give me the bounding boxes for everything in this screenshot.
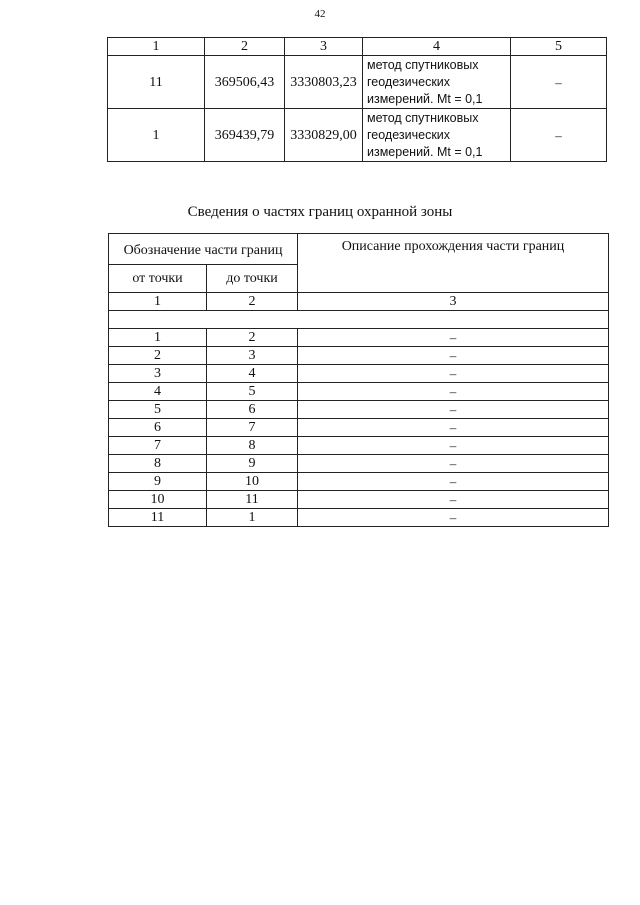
from-point: 5 bbox=[109, 401, 207, 419]
to-point: 5 bbox=[207, 383, 298, 401]
from-point: 9 bbox=[109, 473, 207, 491]
from-point: 1 bbox=[109, 329, 207, 347]
to-point-header: до точки bbox=[207, 265, 298, 293]
column-number-1: 1 bbox=[109, 293, 207, 311]
method-line: измерений. Mt = 0,1 bbox=[367, 91, 483, 106]
empty-row bbox=[109, 311, 609, 329]
from-point: 2 bbox=[109, 347, 207, 365]
column-number-2: 2 bbox=[205, 38, 285, 56]
point-number: 11 bbox=[108, 56, 205, 109]
description: – bbox=[298, 419, 609, 437]
empty-cell bbox=[109, 311, 609, 329]
to-point: 3 bbox=[207, 347, 298, 365]
column-number-3: 3 bbox=[285, 38, 363, 56]
table-row bbox=[109, 437, 609, 455]
column-number-5: 5 bbox=[511, 38, 607, 56]
method-line: геодезических bbox=[367, 127, 451, 142]
method-cell bbox=[363, 56, 511, 109]
point-number: 1 bbox=[108, 109, 205, 162]
to-point: 9 bbox=[207, 455, 298, 473]
method-line: метод спутниковых bbox=[367, 57, 479, 72]
to-point: 6 bbox=[207, 401, 298, 419]
from-point: 4 bbox=[109, 383, 207, 401]
method-line: метод спутниковых bbox=[367, 110, 479, 125]
column-5-value: – bbox=[511, 109, 607, 162]
table-row bbox=[108, 56, 607, 109]
boundary-parts-table bbox=[108, 233, 609, 527]
table-row bbox=[109, 347, 609, 365]
from-point: 11 bbox=[109, 509, 207, 527]
description: – bbox=[298, 383, 609, 401]
table-row bbox=[109, 491, 609, 509]
table-row bbox=[109, 329, 609, 347]
method-line: измерений. Mt = 0,1 bbox=[367, 144, 483, 159]
to-point: 1 bbox=[207, 509, 298, 527]
to-point: 8 bbox=[207, 437, 298, 455]
table-row bbox=[109, 383, 609, 401]
column-5-value: – bbox=[511, 56, 607, 109]
table-header-row bbox=[108, 38, 607, 56]
coordinates-table bbox=[107, 37, 607, 162]
table-row bbox=[109, 401, 609, 419]
method-cell bbox=[363, 109, 511, 162]
description: – bbox=[298, 509, 609, 527]
to-point: 10 bbox=[207, 473, 298, 491]
column-number-1: 1 bbox=[108, 38, 205, 56]
table-row bbox=[109, 473, 609, 491]
coordinate-x: 369439,79 bbox=[205, 109, 285, 162]
from-point-header: от точки bbox=[109, 265, 207, 293]
from-point: 7 bbox=[109, 437, 207, 455]
coordinate-y: 3330829,00 bbox=[285, 109, 363, 162]
description: – bbox=[298, 365, 609, 383]
table-row bbox=[108, 109, 607, 162]
from-point: 3 bbox=[109, 365, 207, 383]
description: – bbox=[298, 329, 609, 347]
from-point: 8 bbox=[109, 455, 207, 473]
coordinate-y: 3330803,23 bbox=[285, 56, 363, 109]
description: – bbox=[298, 455, 609, 473]
from-point: 6 bbox=[109, 419, 207, 437]
description: – bbox=[298, 473, 609, 491]
column-number-2: 2 bbox=[207, 293, 298, 311]
designation-header: Обозначение части границ bbox=[109, 234, 298, 265]
description: – bbox=[298, 491, 609, 509]
column-number-4: 4 bbox=[363, 38, 511, 56]
table-row bbox=[109, 455, 609, 473]
table-row bbox=[109, 509, 609, 527]
method-line: геодезических bbox=[367, 74, 451, 89]
page-number: 42 bbox=[314, 8, 326, 20]
section-title: Сведения о частях границ охранной зоны bbox=[187, 204, 453, 220]
from-point: 10 bbox=[109, 491, 207, 509]
description-header: Описание прохождения части границ bbox=[298, 234, 609, 293]
description: – bbox=[298, 347, 609, 365]
column-number-3: 3 bbox=[298, 293, 609, 311]
table-row bbox=[109, 419, 609, 437]
to-point: 2 bbox=[207, 329, 298, 347]
table-row bbox=[109, 365, 609, 383]
description: – bbox=[298, 437, 609, 455]
column-numbers-row bbox=[109, 293, 609, 311]
to-point: 11 bbox=[207, 491, 298, 509]
table-header-row bbox=[109, 234, 609, 265]
description: – bbox=[298, 401, 609, 419]
coordinate-x: 369506,43 bbox=[205, 56, 285, 109]
to-point: 4 bbox=[207, 365, 298, 383]
to-point: 7 bbox=[207, 419, 298, 437]
